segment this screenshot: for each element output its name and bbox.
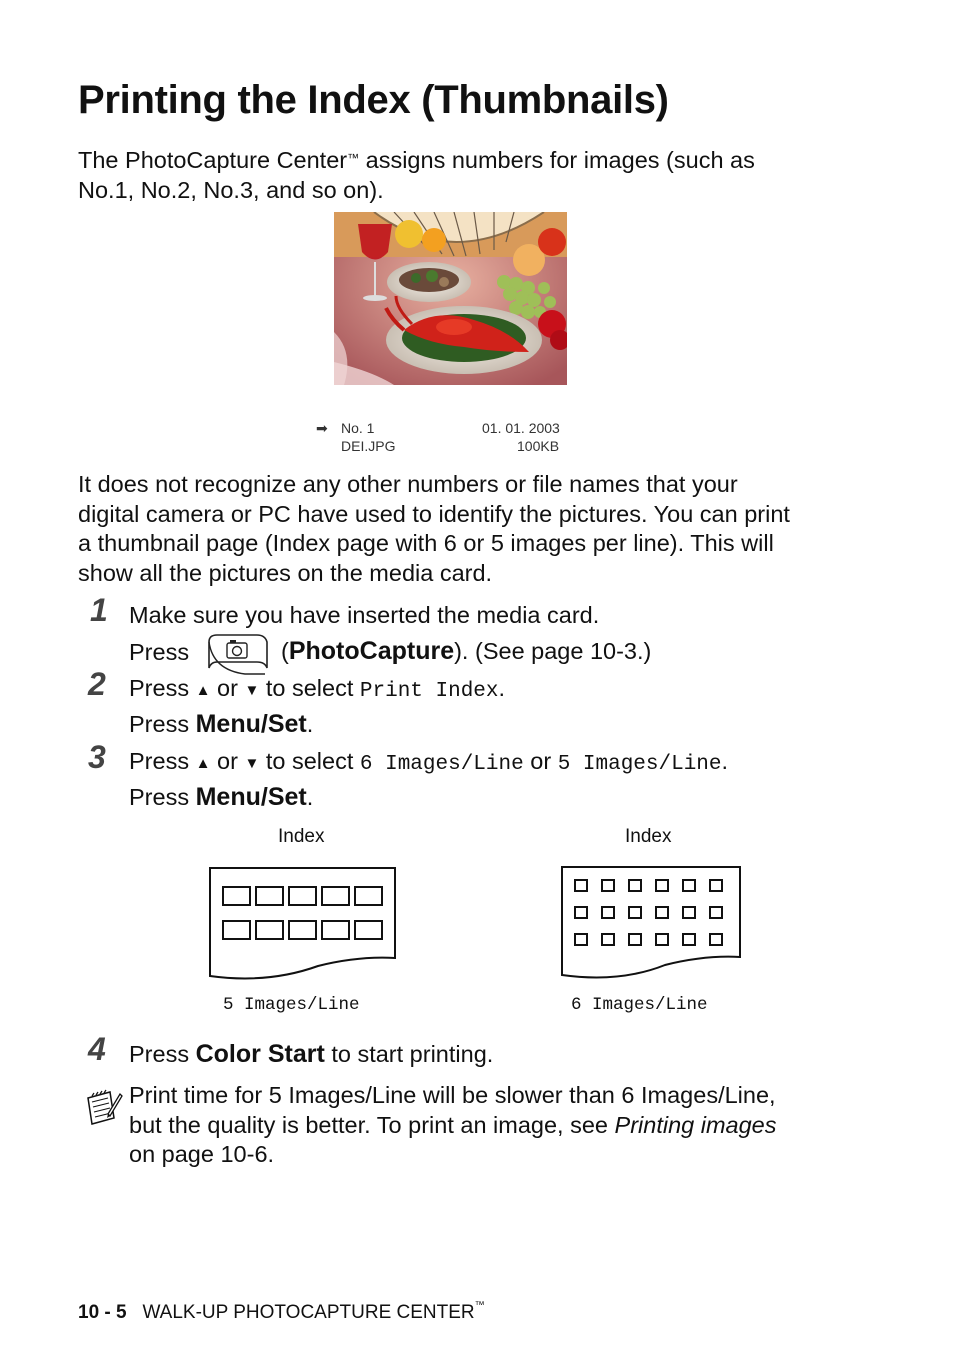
intro-text: assigns numbers for images (such as	[359, 147, 755, 173]
note-text	[129, 1081, 777, 1170]
index-caption-right: 6 Images/Line	[571, 995, 708, 1015]
body-line: a thumbnail page (Index page with 6 or 5 images per line). This will	[78, 530, 774, 556]
lcd-option-6-images: 6 Images/Line	[359, 753, 524, 776]
step3-press2: Press	[129, 784, 190, 810]
step2-or: or	[217, 675, 238, 701]
index-label-left: Index	[278, 826, 325, 847]
step2-period2: .	[306, 711, 314, 737]
step2-press: Press	[129, 675, 190, 701]
step4-line	[129, 1040, 493, 1069]
step1-paren: (	[281, 638, 289, 664]
note-line: but the quality is better. To print an image, see	[129, 1111, 615, 1138]
body-line: show all the pictures on the media card.	[78, 559, 493, 586]
body-line: digital camera or PC have used to identify the pictures. You can print	[78, 500, 790, 527]
step2-line2	[129, 710, 313, 739]
step4-press: Press	[129, 1041, 190, 1067]
step3-to-select: to select	[265, 748, 354, 774]
color-start-key-label: Color Start	[195, 1040, 325, 1068]
photo-caption-size: 100KB	[517, 438, 560, 454]
intro-text: No.1, No.2, No.3, and so on).	[78, 176, 384, 203]
note-line: Print time for 5 Images/Line will be slower than 6 Images/Line,	[129, 1082, 776, 1108]
photocapture-key-label: PhotoCapture	[288, 637, 455, 665]
photo-caption-arrow: ➡	[316, 420, 328, 436]
sample-photo-image	[334, 212, 567, 385]
menu-set-key-label: Menu/Set	[195, 783, 307, 811]
step-number-2: 2	[88, 666, 106, 702]
index-sheet-6-per-line	[560, 865, 744, 990]
up-arrow-icon: ▲	[195, 682, 211, 699]
step3-or2: or	[530, 748, 552, 774]
photocapture-key-icon	[205, 632, 271, 681]
step4-after: to start printing.	[324, 1041, 494, 1067]
step3-press: Press	[129, 748, 190, 774]
step2-to-select: to select	[265, 675, 354, 701]
trademark-symbol: ™	[347, 151, 360, 165]
page-number: 10 - 5	[78, 1302, 127, 1323]
step3-or: or	[217, 748, 238, 774]
menu-set-key-label: Menu/Set	[195, 710, 307, 738]
step-number-3: 3	[88, 739, 106, 775]
step3-line1	[129, 748, 728, 776]
step-number-1: 1	[90, 592, 108, 628]
step2-period: .	[498, 675, 506, 701]
step1-press: Press	[129, 639, 190, 665]
step1-photocapture-text	[281, 637, 651, 666]
up-arrow-icon: ▲	[195, 755, 211, 772]
lcd-option-print-index: Print Index	[359, 680, 499, 703]
sample-photo	[334, 212, 567, 385]
photo-caption-filename: DEI.JPG	[341, 438, 396, 454]
intro-text: The PhotoCapture Center	[78, 147, 348, 173]
step1-see-page: ). (See page 10-3.)	[454, 638, 652, 664]
body-line: It does not recognize any other numbers or file names that your	[78, 471, 738, 497]
step3-period2: .	[306, 784, 314, 810]
photocapture-key-icon	[205, 632, 271, 676]
photo-caption-date: 01. 01. 2003	[482, 420, 560, 436]
page-title: Printing the Index (Thumbnails)	[78, 78, 669, 122]
photo-caption-number: No. 1	[341, 420, 375, 436]
step3-line2	[129, 783, 313, 812]
step3-period: .	[721, 748, 729, 774]
note-pad-pencil-icon	[84, 1088, 124, 1126]
section-name: WALK-UP PHOTOCAPTURE CENTER	[142, 1302, 475, 1323]
index-sheet-6-icon	[560, 865, 744, 985]
trademark-symbol: ™	[474, 1300, 485, 1311]
step2-press2: Press	[129, 711, 190, 737]
note-icon	[84, 1088, 124, 1131]
page-footer	[78, 1302, 485, 1324]
note-link-printing-images: Printing images	[614, 1111, 777, 1138]
step1-line2	[129, 639, 189, 666]
down-arrow-icon: ▼	[244, 682, 260, 699]
index-caption-left: 5 Images/Line	[223, 995, 360, 1015]
intro-paragraph	[78, 146, 755, 205]
body-paragraph	[78, 470, 790, 588]
index-sheet-5-per-line	[208, 866, 398, 991]
lcd-option-5-images: 5 Images/Line	[557, 753, 722, 776]
step-number-4: 4	[88, 1031, 106, 1067]
step1-line1: Make sure you have inserted the media card.	[129, 602, 600, 628]
index-label-right: Index	[625, 826, 672, 847]
index-sheet-5-icon	[208, 866, 398, 986]
note-line: on page 10-6.	[129, 1141, 275, 1167]
down-arrow-icon: ▼	[244, 755, 260, 772]
step2-line1	[129, 675, 505, 703]
